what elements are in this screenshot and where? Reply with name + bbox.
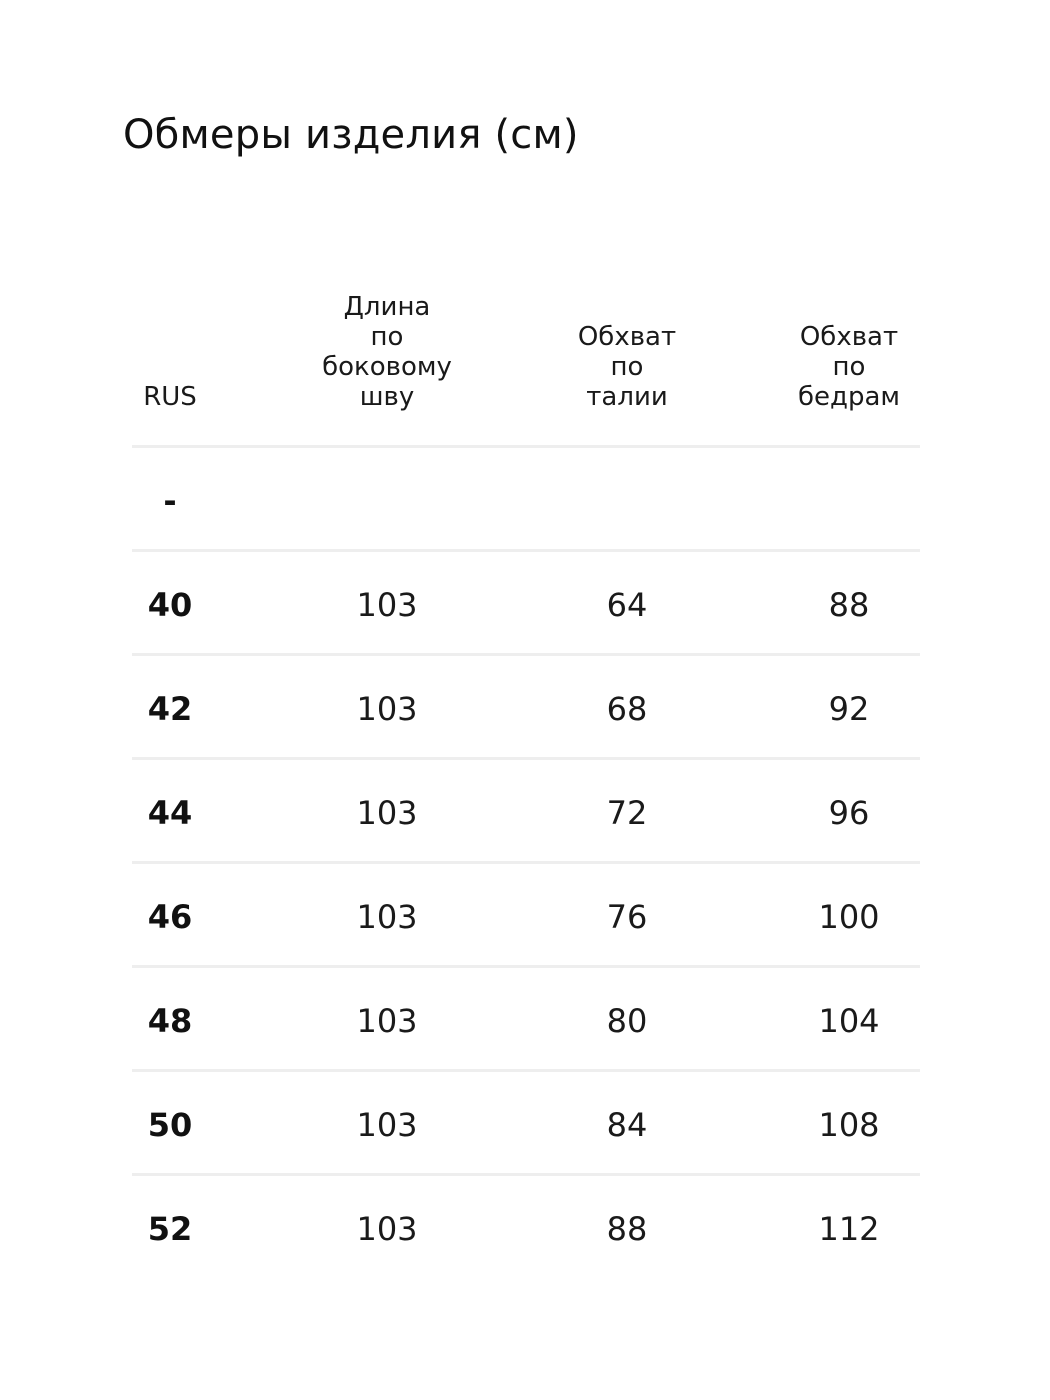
header-side-seam-length: Длина по боковому шву: [322, 292, 452, 412]
table-row: [132, 1176, 920, 1277]
size-table: [132, 280, 920, 1277]
cell-size: 46: [147, 898, 193, 936]
table-row: [132, 1072, 920, 1176]
table-row: [132, 968, 920, 1072]
cell-waist: 88: [606, 1210, 648, 1248]
cell-size: 50: [147, 1106, 193, 1144]
cell-length: 103: [356, 586, 418, 624]
cell-length: 103: [356, 898, 418, 936]
header-waist: Обхват по талии: [577, 322, 677, 412]
cell-hips: [764, 448, 934, 549]
table-row: [132, 656, 920, 760]
cell-hips: 92: [828, 690, 870, 728]
cell-waist: 84: [606, 1106, 648, 1144]
cell-size: 52: [147, 1210, 193, 1248]
page-title: Обмеры изделия (см): [123, 112, 579, 158]
cell-waist: 72: [606, 794, 648, 832]
cell-size: 40: [147, 586, 193, 624]
cell-waist: 68: [606, 690, 648, 728]
cell-size: 42: [147, 690, 193, 728]
table-header: [132, 280, 920, 448]
cell-length: 103: [356, 690, 418, 728]
cell-waist: [542, 448, 712, 549]
cell-length: 103: [356, 1210, 418, 1248]
cell-size: 48: [147, 1002, 193, 1040]
cell-length: 103: [356, 794, 418, 832]
cell-length: [302, 448, 472, 549]
cell-size: -: [163, 482, 177, 520]
table-row: [132, 448, 920, 552]
cell-length: 103: [356, 1106, 418, 1144]
cell-hips: 104: [818, 1002, 880, 1040]
cell-length: 103: [356, 1002, 418, 1040]
table-row: [132, 760, 920, 864]
cell-waist: 76: [606, 898, 648, 936]
cell-hips: 100: [818, 898, 880, 936]
cell-waist: 80: [606, 1002, 648, 1040]
cell-hips: 88: [828, 586, 870, 624]
cell-waist: 64: [606, 586, 648, 624]
cell-hips: 96: [828, 794, 870, 832]
header-rus: RUS: [143, 382, 197, 412]
cell-hips: 112: [818, 1210, 880, 1248]
table-row: [132, 552, 920, 656]
cell-hips: 108: [818, 1106, 880, 1144]
table-row: [132, 864, 920, 968]
cell-size: 44: [147, 794, 193, 832]
header-hips: Обхват по бедрам: [797, 322, 901, 412]
